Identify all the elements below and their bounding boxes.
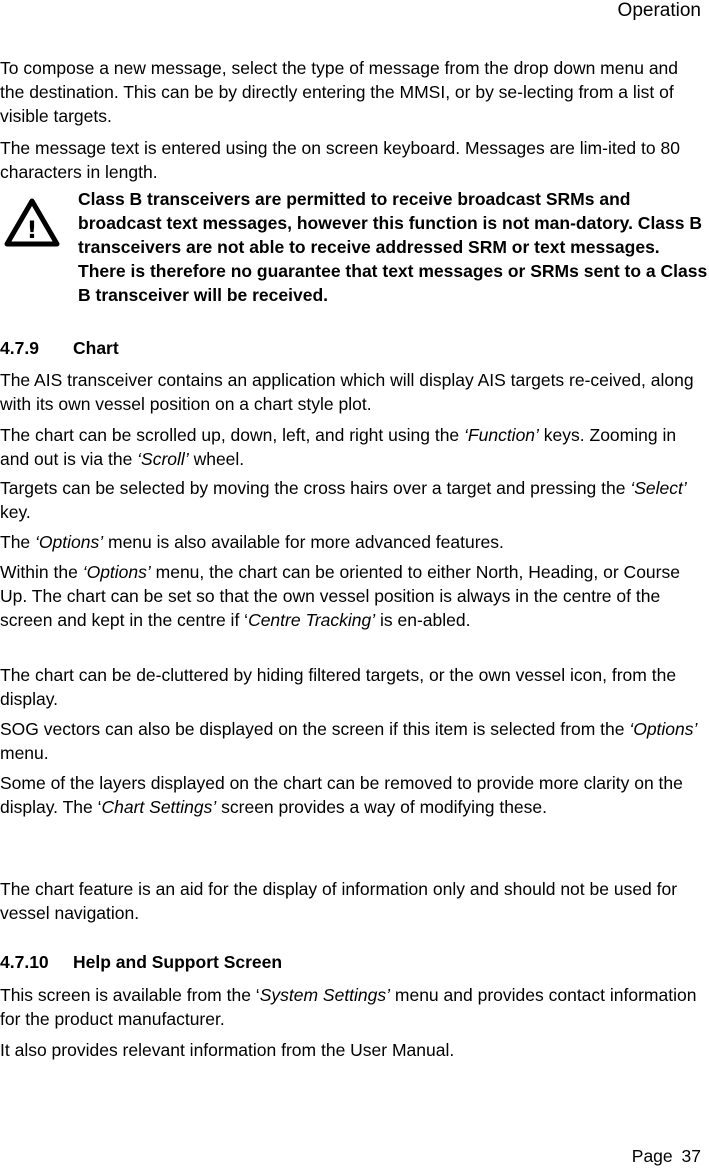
paragraph-user-manual: It also provides relevant information from the User Manual. [0, 1040, 455, 1060]
paragraph-chart-layers: Some of the layers displayed on the chart can be removed to provide more clarity on the display. The ‘Chart Settings’ screen provides a way of modifying these. [0, 773, 683, 817]
svg-text:!: ! [26, 216, 38, 244]
section-number: 4.7.10 [0, 952, 49, 972]
paragraph-message-text: The message text is entered using the on screen keyboard. Messages are lim-ited to 80 characters in length. [0, 138, 680, 182]
section-heading-chart [0, 338, 119, 359]
warning-text: Class B transceivers are permitted to receive broadcast SRMs and broadcast text messages, however this function is not man-datory. Class B transceivers are not able to receive addressed SRM or text messages. There is therefore no guarantee that text messages or SRMs sent to a Class B transceiver will be received. [78, 189, 708, 305]
paragraph-chart-scroll: The chart can be scrolled up, down, left, and right using the ‘Function’ keys. Zooming in and out is via the ‘Scroll’ wheel. [0, 425, 677, 469]
paragraph-select-targets: Targets can be selected by moving the cross hairs over a target and pressing the ‘Select’ key. [0, 478, 687, 522]
paragraph-options-menu: The ‘Options’ menu is also available for more advanced features. [0, 532, 504, 552]
page-number: 37 [681, 1146, 701, 1166]
paragraph-chart-disclaimer: The chart feature is an aid for the display of information only and should not be used for vessel navigation. [0, 879, 678, 923]
page-header-section: Operation [617, 0, 701, 21]
section-title: Chart [73, 338, 119, 358]
section-number: 4.7.9 [0, 338, 39, 358]
section-heading-help-support [0, 952, 282, 973]
warning-triangle-icon [4, 198, 60, 248]
paragraph-chart-orientation: Within the ‘Options’ menu, the chart can be oriented to either North, Heading, or Course Up. The chart can be set so that the own vessel position is always in the centre of the screen and kept in the centre if ‘Centre Tracking’ is en-abled. [0, 562, 680, 630]
paragraph-compose-message: To compose a new message, select the type of message from the drop down menu and the destination. This can be by directly entering the MMSI, or by se-lecting from a list of visible targets. [0, 58, 679, 126]
paragraph-ais-application: The AIS transceiver contains an application which will display AIS targets re-ceived, along with its own vessel position on a chart style plot. [0, 370, 694, 414]
paragraph-declutter: The chart can be de-cluttered by hiding filtered targets, or the own vessel icon, from the display. [0, 665, 677, 709]
paragraph-sog-vectors: SOG vectors can also be displayed on the screen if this item is selected from the ‘Options’ menu. [0, 719, 698, 763]
paragraph-help-availability: This screen is available from the ‘System Settings’ menu and provides contact information for the product manufacturer. [0, 985, 697, 1029]
section-title: Help and Support Screen [73, 952, 283, 972]
page-label: Page [631, 1146, 673, 1166]
page-footer [632, 1146, 701, 1167]
